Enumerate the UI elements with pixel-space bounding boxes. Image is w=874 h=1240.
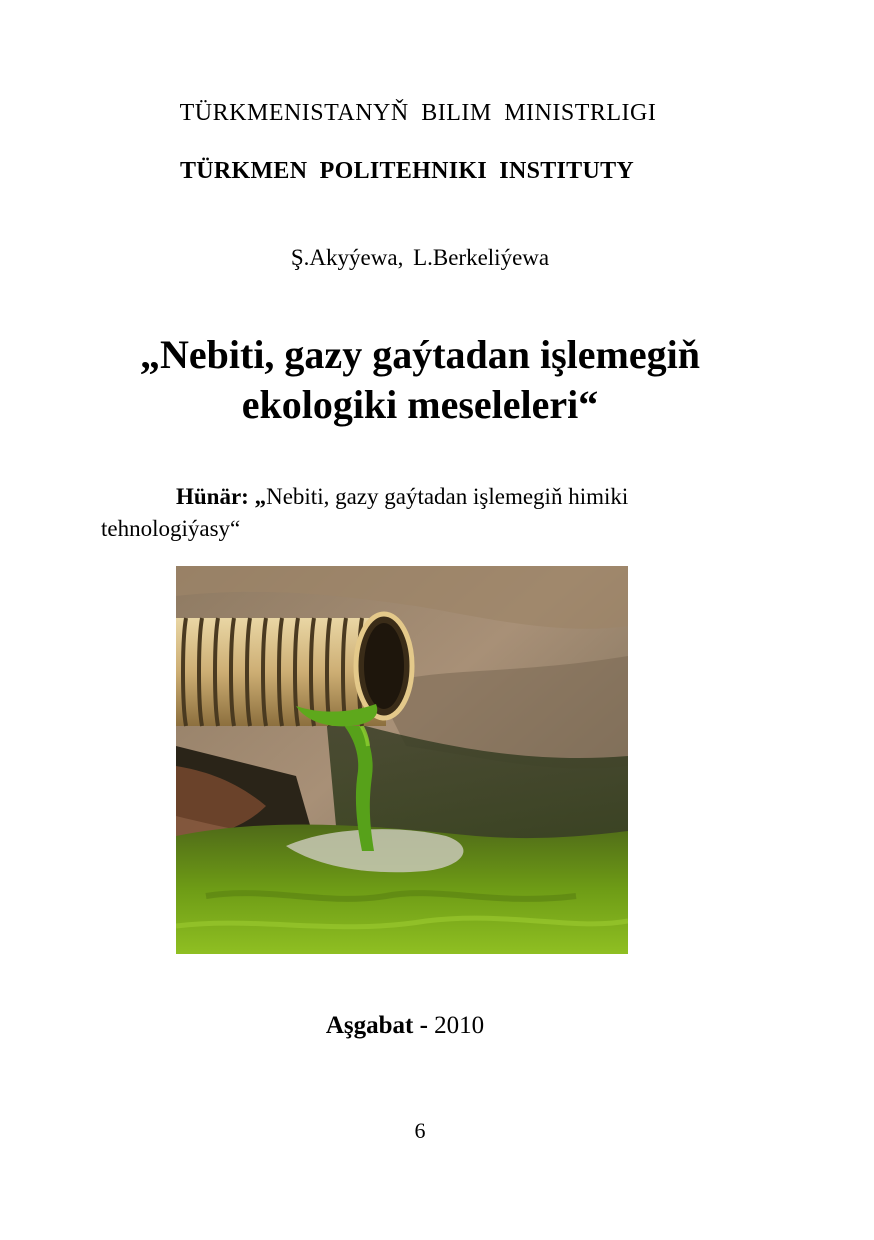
city: Aşgabat - xyxy=(325,1012,428,1039)
specialty-quote-open: „ xyxy=(254,484,267,509)
institute-heading: TÜRKMEN POLITEHNIKI INSTITUTY xyxy=(179,158,635,184)
specialty-line-2: tehnologiýasy“ xyxy=(101,516,241,541)
title-line-1: „Nebiti, gazy gaýtadan işlemegiň xyxy=(140,332,700,377)
city-year xyxy=(0,1012,810,1040)
specialty-text-1: Nebiti, gazy gaýtadan işlemegiň himiki xyxy=(266,484,629,509)
title-line-2: ekologiki meseleleri“ xyxy=(241,382,599,427)
specialty-line-1 xyxy=(176,484,628,510)
ministry-heading: TÜRKMENISTANYŇ BILIM MINISTRLIGI xyxy=(179,100,657,126)
specialty-label: Hünär: xyxy=(176,484,249,509)
year: 2010 xyxy=(434,1012,485,1039)
document-title xyxy=(0,330,840,430)
page-number: 6 xyxy=(414,1118,426,1143)
authors: Ş.Akyýewa, L.Berkeliýewa xyxy=(290,245,550,270)
polluted-pipe-photo xyxy=(176,566,628,954)
